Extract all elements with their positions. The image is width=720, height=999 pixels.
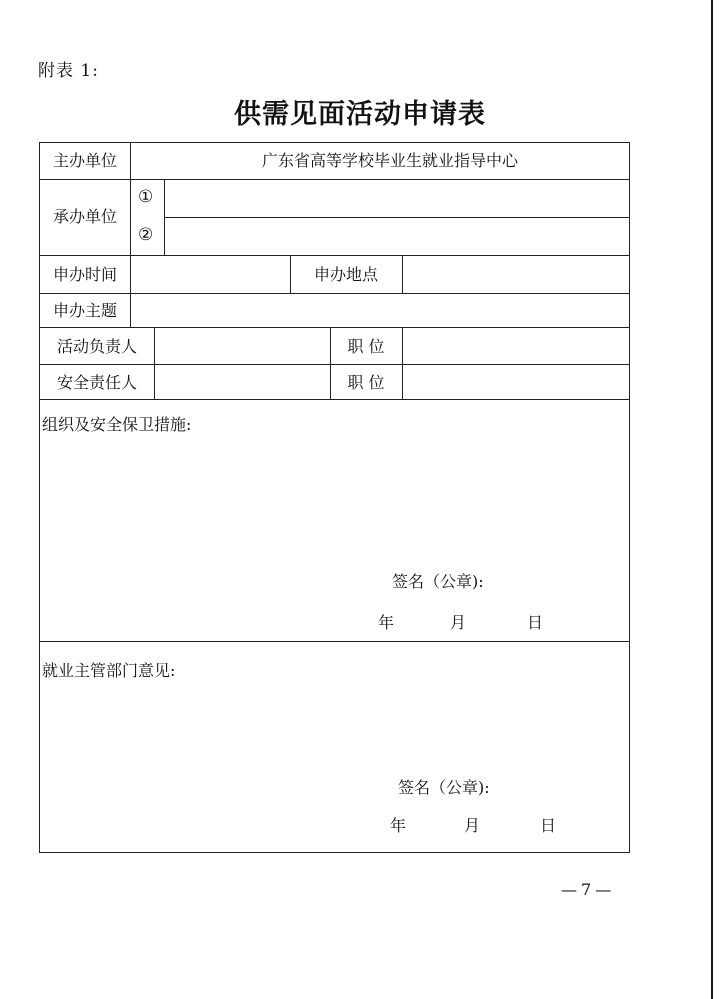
column-divider (130, 143, 131, 327)
application-form-table (39, 142, 630, 853)
measures-signature: 签名（公章): (392, 572, 484, 591)
measures-label: 组织及安全保卫措施: (42, 415, 192, 434)
safety-lead-label: 安全责任人 (56, 373, 137, 392)
opinion-year: 年 (390, 816, 407, 835)
measures-day: 日 (527, 613, 544, 632)
attachment-label: 附表 1: (38, 61, 99, 81)
measures-month: 月 (450, 613, 467, 632)
organizer-unit-label: 承办单位 (52, 207, 117, 226)
page-number: — 7 — (561, 880, 612, 899)
row-divider (40, 255, 629, 256)
row-divider (164, 217, 629, 218)
row-divider (40, 364, 629, 365)
organizer-mark-2: ② (138, 225, 154, 245)
column-divider (154, 327, 155, 399)
measures-year: 年 (378, 613, 395, 632)
column-divider (402, 327, 403, 399)
position-label: 职 位 (347, 337, 385, 356)
form-title: 供需见面活动申请表 (234, 99, 486, 130)
apply-time-label: 申办时间 (52, 265, 117, 284)
column-divider (164, 179, 165, 255)
row-divider (40, 179, 629, 180)
opinion-label: 就业主管部门意见: (42, 661, 176, 680)
column-divider (402, 255, 403, 293)
opinion-month: 月 (464, 816, 481, 835)
row-divider (40, 399, 629, 400)
host-unit-value: 广东省高等学校毕业生就业指导中心 (261, 151, 518, 170)
opinion-day: 日 (540, 816, 557, 835)
apply-theme-label: 申办主题 (52, 301, 117, 320)
position-label-2: 职 位 (347, 373, 385, 392)
apply-place-label: 申办地点 (313, 265, 378, 284)
page-number-value: 7 (581, 880, 592, 899)
row-divider (40, 293, 629, 294)
organizer-mark-1: ① (138, 187, 154, 207)
row-divider (40, 641, 629, 642)
page-edge-line (711, 0, 713, 999)
row-divider (40, 327, 629, 328)
activity-lead-label: 活动负责人 (56, 337, 137, 356)
opinion-signature: 签名（公章): (398, 778, 490, 797)
host-unit-label: 主办单位 (52, 151, 117, 170)
